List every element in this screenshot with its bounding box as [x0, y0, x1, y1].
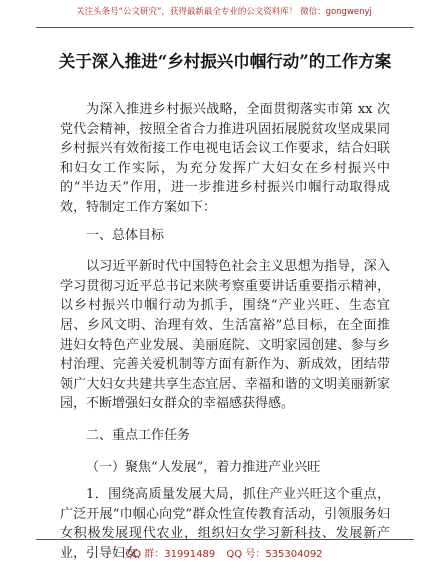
footer — [0, 545, 448, 560]
section-heading-1: 一、总体目标 — [86, 227, 165, 243]
goal-paragraph: 以习近平新时代中国特色社会主义思想为指导，深入学习贯彻习近平总书记来陕考察重要讲话重要指示精神，以乡村振兴巾帼行动为抓手，围绕“产业兴旺、生态宜居、乡风文明、治理有效、生活富裕”总目标，在全面推进妇女特色产业发展、美丽庭院、文明家园创建、参与乡村治理、完善关爱机制等方面有新作为、新成效，团结带领广大妇女共建共享生态宜居、幸福和谐的文明美丽新家园，不断增强妇女群众的幸福感获得感。 — [60, 259, 390, 412]
footer-qq-number: QQ 号：535304092 — [226, 549, 323, 560]
document-title: 关于深入推进“乡村振兴巾帼行动”的工作方案 — [58, 52, 392, 71]
item-1-paragraph: 1．围绕高质量发展大局，抓住产业兴旺这个重点，广泛开展“巾帼心向党”群众性宣传教育活动，引领服务妇女积极发展现代农业，组织妇女学习新科技、发展新产业，引导妇女 — [60, 487, 390, 561]
document-body — [60, 100, 390, 563]
header-divider — [36, 27, 414, 28]
footer-divider — [36, 539, 414, 540]
section-heading-2: 二、重点工作任务 — [86, 427, 191, 443]
footer-qq-group: QQ 群：31991489 — [125, 549, 216, 560]
header-banner: 关注头条号“公文研究”，获得最新最全专业的公文资料库！ 微信：gongwenyj — [76, 7, 372, 17]
intro-paragraph: 为深入推进乡村振兴战略，全面贯彻落实市第 xx 次党代会精神，按照全省合力推进巩固拓展脱贫攻坚成果同乡村振兴有效衔接工作电视电话会议工作要求，结合妇联和妇女工作实际，为充分发挥广大妇女在乡村振兴中的“半边天”作用，进一步推进乡村振兴巾帼行动取得成效，特制定工作方案如下： — [60, 102, 390, 215]
subsection-heading-1: （一）聚焦“人发展”，着力推进产业兴旺 — [86, 459, 321, 475]
